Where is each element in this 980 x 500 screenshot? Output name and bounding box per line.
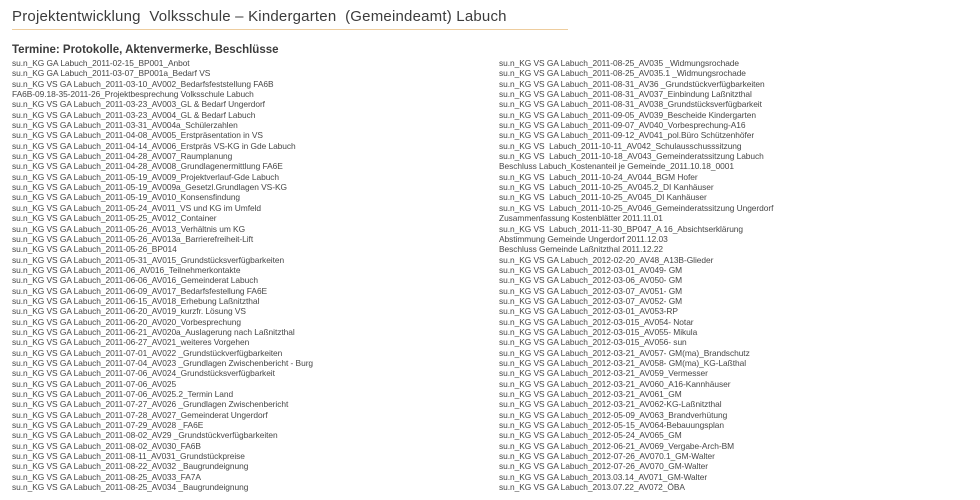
list-item: su.n_KG VS GA Labuch_2012-07-26_AV070_GM-Walter xyxy=(499,461,709,472)
list-item: su.n_KG VS GA Labuch_2011-06_AV016_Teilnehmerkontakte xyxy=(12,264,241,275)
list-item: su.n_KG VS GA Labuch_2012-03-07_AV051- GM xyxy=(499,285,683,296)
list-item: Beschluss Labuch_Kostenanteil je Gemeinde_2011.10.18_0001 xyxy=(499,161,734,172)
list-item: su.n_KG VS GA Labuch_2011-08-25_AV034 _Baugrundeignung xyxy=(12,482,249,493)
list-item: su.n_KG VS GA Labuch_2012-05-24_AV065_GM xyxy=(499,430,682,441)
list-item: su.n_KG VS GA Labuch_2011-08-31_AV038_Grundstücksverfügbarkeit xyxy=(499,99,762,110)
list-item: su.n_KG VS GA Labuch_2011-05-24_AV011_VS und KG im Umfeld xyxy=(12,202,262,213)
list-item: su.n_KG VS GA Labuch_2011-08-25_AV035.1 _Widmungsrochade xyxy=(499,68,746,79)
list-item: su.n_KG VS GA Labuch_2012-03-015_AV054- Notar xyxy=(499,316,694,327)
list-item: su.n_KG VS GA Labuch_2011-08-11_AV031_Grundstückpreise xyxy=(12,451,245,462)
file-list-column-right xyxy=(499,58,969,492)
list-item: su.n_KG VS GA Labuch_2011-06-21_AV020a_Auslagerung nach Laßnitzthal xyxy=(12,326,295,337)
list-item: su.n_KG VS GA Labuch_2011-04-28_AV007_Raumplanung xyxy=(12,151,233,162)
list-item: su.n_KG VS Labuch_2011-10-25_AV046_Gemeinderatssitzung Ungerdorf xyxy=(499,202,774,213)
list-item: su.n_KG VS GA Labuch_2011-05-25_AV012_Container xyxy=(12,213,217,224)
list-item: su.n_KG VS GA Labuch_2011-04-14_AV006_Erstpräs VS-KG in Gde Labuch xyxy=(12,140,296,151)
list-item: su.n_KG VS GA Labuch_2012-03-015_AV056- sun xyxy=(499,337,687,348)
list-item: su.n_KG VS GA Labuch_2012-03-21_AV060_A16-Kannhäuser xyxy=(499,378,731,389)
list-item: su.n_KG VS GA Labuch_2011-05-19_AV010_Konsensfindung xyxy=(12,192,241,203)
page-title: Projektentwicklung Volksschule – Kindergarten (Gemeindeamt) Labuch xyxy=(12,8,568,30)
list-item: su.n_KG VS GA Labuch_2011-08-02_AV29 _Grundstückverfügbarkeiten xyxy=(12,430,278,441)
list-item: su.n_KG VS GA Labuch_2011-07-06_AV025.2_Termin Land xyxy=(12,389,234,399)
section-heading: Termine: Protokolle, Aktenvermerke, Beschlüsse xyxy=(12,44,279,56)
list-item: su.n_KG VS GA Labuch_2011-08-02_AV030_FA6B xyxy=(12,440,201,451)
list-item: su.n_KG VS GA Labuch_2012-03-21_AV059_Vermesser xyxy=(499,368,708,379)
list-item: su.n_KG VS GA Labuch_2012-03-01_AV049- GM xyxy=(499,264,683,275)
list-item: su.n_KG VS GA Labuch_2011-08-25_AV035 _Widmungsrochade xyxy=(499,58,740,68)
list-item: Zusammenfassung Kostenblätter 2011.11.01 xyxy=(499,213,663,224)
list-item: su.n_KG VS Labuch_2011-10-25_AV045_DI Kanhäuser xyxy=(499,192,707,203)
list-item: su.n_KG VS GA Labuch_2011-06-27_AV021_weiteres Vorgehen xyxy=(12,337,250,348)
list-item: su.n_KG GA Labuch_2011-03-07_BP001a_Bedarf VS xyxy=(12,68,211,79)
list-item: su.n_KG VS GA Labuch_2012-05-09_AV063_Brandverhütung xyxy=(499,409,728,420)
list-item: su.n_KG VS GA Labuch_2012-06-21_AV069_Vergabe-Arch-BM xyxy=(499,440,735,451)
list-item: su.n_KG VS GA Labuch_2011-07-27_AV026 _Grundlagen Zwischenbericht xyxy=(12,399,289,410)
list-item: su.n_KG VS GA Labuch_2011-05-19_AV009_Projektverlauf-Gde Labuch xyxy=(12,171,280,182)
list-item: Abstimmung Gemeinde Ungerdorf 2011.12.03 xyxy=(499,233,668,244)
list-item: su.n_KG VS GA Labuch_2012-03-21_AV061_GM xyxy=(499,389,682,399)
list-item: su.n_KG VS GA Labuch_2011-05-26_BP014 xyxy=(12,244,177,255)
list-item: su.n_KG VS GA Labuch_2012-03-21_AV058- GM(ma)_KG-Laßthal xyxy=(499,357,747,368)
list-item: su.n_KG VS GA Labuch_2011-06-20_AV019_kurzfr. Lösung VS xyxy=(12,306,246,317)
list-item: su.n_KG VS GA Labuch_2011-09-07_AV040_Vorbesprechung-A16 xyxy=(499,120,746,131)
list-item: su.n_KG VS GA Labuch_2011-06-20_AV020_Vorbesprechung xyxy=(12,316,241,327)
list-item: su.n_KG VS Labuch_2011-10-18_AV043_Gemeinderatssitzung Labuch xyxy=(499,151,764,162)
list-item: su.n_KG VS GA Labuch_2011-08-22_AV032 _Baugrundeignung xyxy=(12,461,249,472)
list-item: su.n_KG VS GA Labuch_2011-03-23_AV004_GL & Bedarf Labuch xyxy=(12,109,256,120)
list-item: su.n_KG VS Labuch_2011-10-25_AV045.2_DI Kanhäuser xyxy=(499,182,714,193)
list-item: su.n_KG VS GA Labuch_2011-05-26_AV013_Verhältnis um KG xyxy=(12,223,246,234)
list-item: su.n_KG VS GA Labuch_2011-08-25_AV033_FA7A xyxy=(12,471,201,482)
list-item: su.n_KG VS GA Labuch_2013.07.22_AV072_ÖBA xyxy=(499,482,685,493)
list-item: su.n_KG VS GA Labuch_2011-06-09_AV017_Bedarfsfestellung FA6E xyxy=(12,285,268,296)
list-item: su.n_KG VS GA Labuch_2012-03-01_AV053-RP xyxy=(499,306,678,317)
list-item: su.n_KG VS GA Labuch_2011-07-06_AV025 xyxy=(12,378,177,389)
list-item: su.n_KG VS GA Labuch_2011-04-08_AV005_Erstpräsentation in VS xyxy=(12,130,263,141)
list-item: su.n_KG VS GA Labuch_2011-09-05_AV039_Bescheide Kindergarten xyxy=(499,109,756,120)
list-item: su.n_KG VS Labuch_2011-11-30_BP047_A 16_Absichtserklärung xyxy=(499,223,744,234)
list-item: su.n_KG VS GA Labuch_2011-08-31_AV037_Einbindung Laßnitzthal xyxy=(499,89,752,100)
list-item: su.n_KG VS GA Labuch_2011-08-31_AV36 _Grundstückverfügbarkeiten xyxy=(499,78,765,89)
list-item: su.n_KG VS GA Labuch_2012-03-015_AV055- Mikula xyxy=(499,326,698,337)
list-item: su.n_KG VS GA Labuch_2012-03-07_AV052- GM xyxy=(499,295,683,306)
list-item: su.n_KG VS GA Labuch_2012-07-26_AV070.1_GM-Walter xyxy=(499,451,715,462)
list-item: su.n_KG VS Labuch_2011-10-11_AV042_Schulausschusssitzung xyxy=(499,140,742,151)
list-item: su.n_KG VS GA Labuch_2011-09-12_AV041_pol.Büro Schützenhöfer xyxy=(499,130,755,141)
list-item: su.n_KG VS GA Labuch_2011-06-06_AV016_Gemeinderat Labuch xyxy=(12,275,258,286)
list-item: su.n_KG VS GA Labuch_2011-07-06_AV024_Grundstücksverfügbarkeit xyxy=(12,368,275,379)
list-item: su.n_KG VS GA Labuch_2012-02-20_AV48_A13B-Glieder xyxy=(499,254,714,265)
list-item: su.n_KG VS GA Labuch_2011-07-04_AV023 _Grundlagen Zwischenbericht - Burg xyxy=(12,357,314,368)
list-item: su.n_KG GA Labuch_2011-02-15_BP001_Anbot xyxy=(12,58,190,68)
list-item: su.n_KG VS GA Labuch_2011-03-31_AV004a_Schülerzahlen xyxy=(12,120,238,131)
list-item: su.n_KG VS GA Labuch_2013.03.14_AV071_GM-Walter xyxy=(499,471,708,482)
list-item: su.n_KG VS GA Labuch_2011-05-19_AV009a_Gesetzl.Grundlagen VS-KG xyxy=(12,182,287,193)
list-item: su.n_KG VS GA Labuch_2011-06-15_AV018_Erhebung Laßnitzthal xyxy=(12,295,260,306)
list-item: su.n_KG VS GA Labuch_2011-05-31_AV015_Grundstücksverfügbarkeiten xyxy=(12,254,285,265)
list-item: Beschluss Gemeinde Laßnitzthal 2011.12.22 xyxy=(499,244,664,255)
list-item: su.n_KG VS GA Labuch_2011-07-01_AV022 _Grundstückverfügbarkeiten xyxy=(12,347,283,358)
list-item: su.n_KG VS GA Labuch_2011-03-10_AV002_Bedarfsfeststellung FA6B xyxy=(12,78,274,89)
list-item: su.n_KG VS GA Labuch_2011-07-29_AV028 _FA6E xyxy=(12,420,204,431)
list-item: su.n_KG VS GA Labuch_2011-07-28_AV027_Gemeinderat Ungerdorf xyxy=(12,409,268,420)
file-list-column-left xyxy=(12,58,492,492)
list-item: su.n_KG VS GA Labuch_2012-03-06_AV050- GM xyxy=(499,275,683,286)
list-item: su.n_KG VS GA Labuch_2011-04-28_AV008_Grundlagenermittlung FA6E xyxy=(12,161,283,172)
list-item: su.n_KG VS Labuch_2011-10-24_AV044_BGM Hofer xyxy=(499,171,698,182)
list-item: su.n_KG VS GA Labuch_2012-03-21_AV057- GM(ma)_Brandschutz xyxy=(499,347,750,358)
list-item: su.n_KG VS GA Labuch_2012-03-21_AV062-KG-Laßnitzthal xyxy=(499,399,722,410)
list-item: FA6B-09.18-35-2011-26_Projektbesprechung Volksschule Labuch xyxy=(12,89,254,100)
list-item: su.n_KG VS GA Labuch_2011-03-23_AV003_GL & Bedarf Ungerdorf xyxy=(12,99,265,110)
list-item: su.n_KG VS GA Labuch_2011-05-26_AV013a_Barrierefreiheit-Lift xyxy=(12,233,254,244)
list-item: su.n_KG VS GA Labuch_2012-05-15_AV064-Bebauungsplan xyxy=(499,420,724,431)
